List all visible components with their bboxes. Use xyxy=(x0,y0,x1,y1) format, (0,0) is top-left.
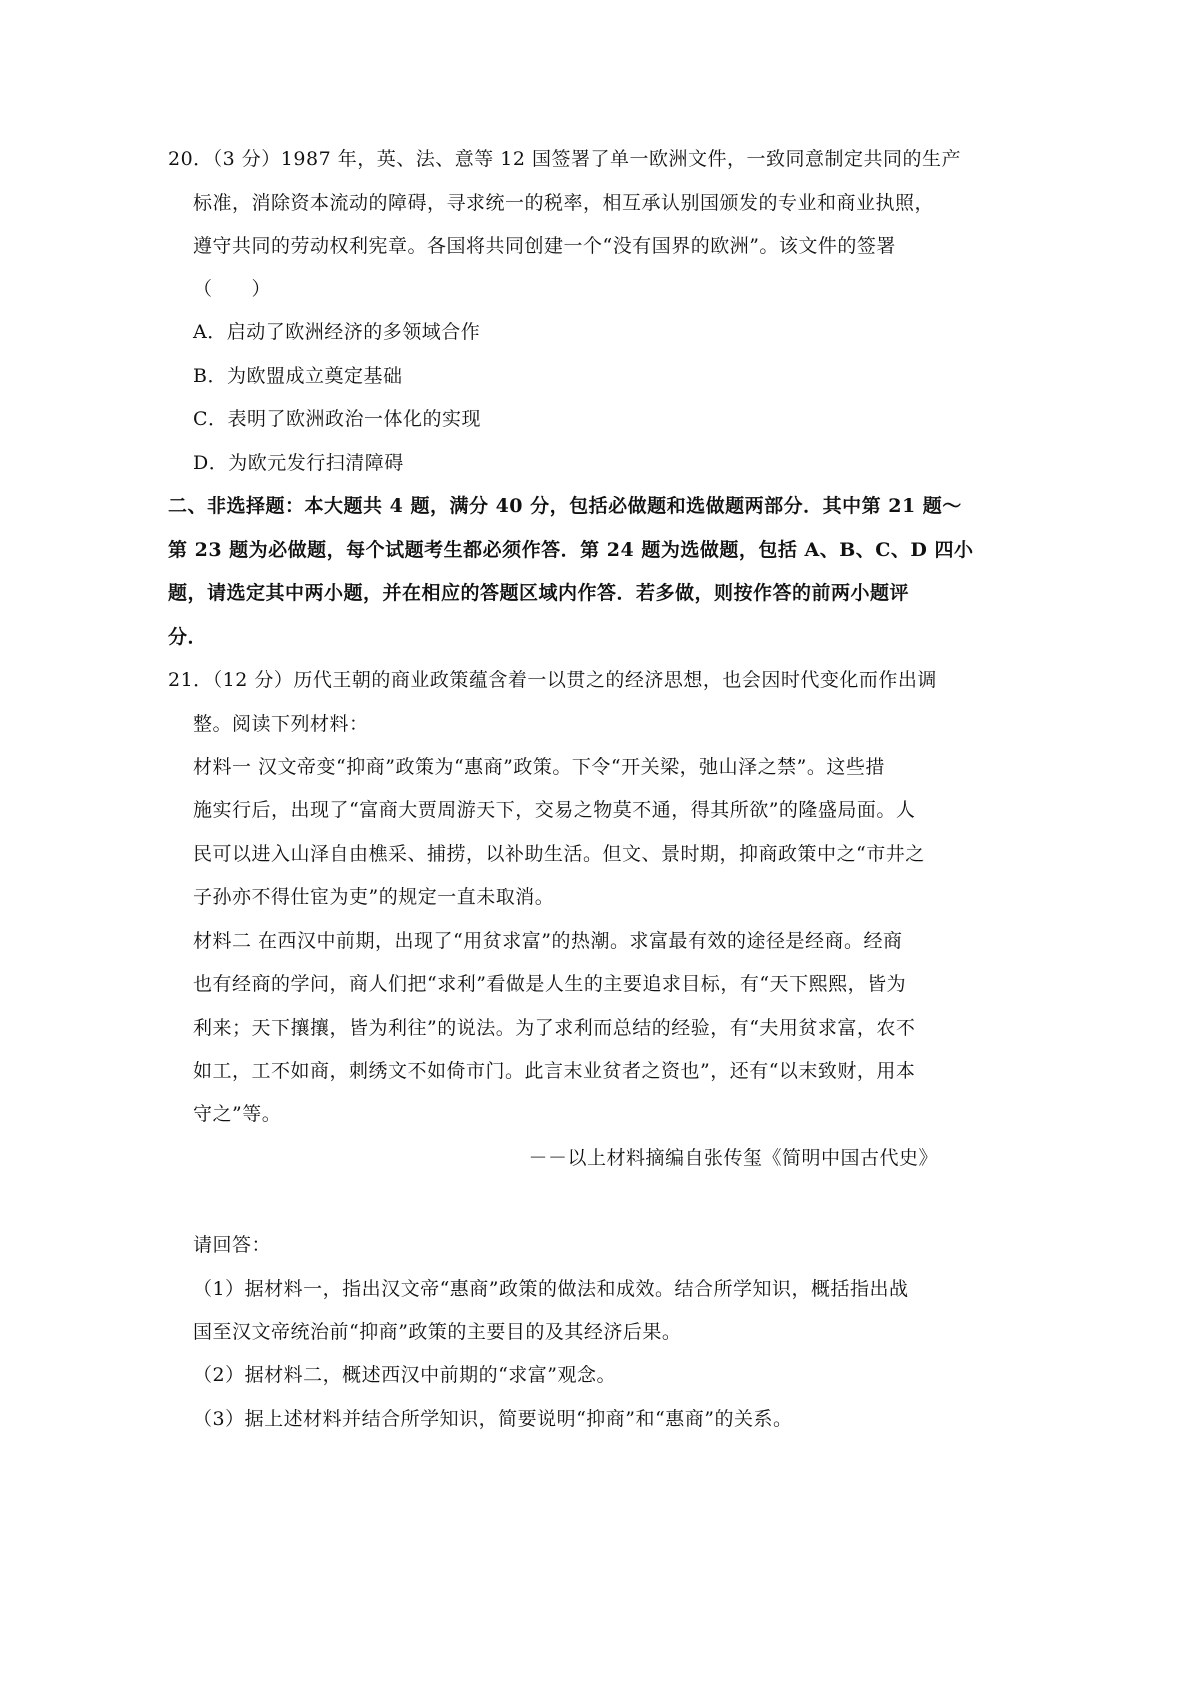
q21-material2-line4: 如工，工不如商，刺绣文不如倚市门。此言末业贫者之资也”，还有“以末致财，用本 xyxy=(193,1060,916,1082)
q21-material2-line1: 材料二 在西汉中前期，出现了“用贫求富”的热潮。求富最有效的途径是经商。经商 xyxy=(193,930,903,952)
q20-option-c: C．表明了欧洲政治一体化的实现 xyxy=(193,408,482,430)
q21-subquestion1-line2: 国至汉文帝统治前“抑商”政策的主要目的及其经济后果。 xyxy=(193,1321,682,1343)
q21-subquestion3: （3）据上述材料并结合所学知识，简要说明“抑商”和“惠商”的关系。 xyxy=(193,1408,793,1430)
q21-material2-line5: 守之”等。 xyxy=(193,1103,282,1125)
q20-answer-blank: （ ） xyxy=(193,278,272,300)
q20-stem-line1: 20．（3 分）1987 年，英、法、意等 12 国签署了单一欧洲文件，一致同意制定共同的生产 xyxy=(168,148,961,170)
section2-heading-line1: 二、非选择题：本大题共 4 题，满分 40 分，包括必做题和选做题两部分．其中第 21 题～ xyxy=(168,495,962,517)
q21-stem-line1: 21．（12 分）历代王朝的商业政策蕴含着一以贯之的经济思想，也会因时代变化而作出调 xyxy=(168,669,937,691)
q20-stem-line2: 标准，消除资本流动的障碍，寻求统一的税率，相互承认别国颁发的专业和商业执照， xyxy=(193,192,935,214)
q21-stem-line2: 整。阅读下列材料： xyxy=(193,713,369,735)
q21-subquestion2: （2）据材料二，概述西汉中前期的“求富”观念。 xyxy=(193,1364,617,1386)
section2-heading-line2: 第 23 题为必做题，每个试题考生都必须作答．第 24 题为选做题，包括 A、B、C、D 四小 xyxy=(168,539,974,561)
q21-material1-line3: 民可以进入山泽自由樵采、捕捞，以补助生活。但文、景时期，抑商政策中之“市井之 xyxy=(193,843,925,865)
section2-heading-line3: 题，请选定其中两小题，并在相应的答题区域内作答．若多做，则按作答的前两小题评 xyxy=(168,582,910,604)
q21-answer-prompt: 请回答： xyxy=(193,1234,272,1256)
q21-material2-line3: 利来；天下攘攘，皆为利往”的说法。为了求利而总结的经验，有“夫用贫求富，农不 xyxy=(193,1017,916,1039)
q20-stem-line3: 遵守共同的劳动权利宪章。各国将共同创建一个“没有国界的欧洲”。该文件的签署 xyxy=(193,235,896,257)
q20-option-a: A．启动了欧洲经济的多领域合作 xyxy=(193,321,481,343)
q21-material1-line4: 子孙亦不得仕宦为吏”的规定一直未取消。 xyxy=(193,886,555,908)
q20-option-d: D．为欧元发行扫清障碍 xyxy=(193,452,404,474)
q20-option-b: B．为欧盟成立奠定基础 xyxy=(193,365,403,387)
q21-material1-line1: 材料一 汉文帝变“抑商”政策为“惠商”政策。下令“开关梁，弛山泽之禁”。这些措 xyxy=(193,756,885,778)
q21-material1-line2: 施实行后，出现了“富商大贾周游天下，交易之物莫不通，得其所欲”的隆盛局面。人 xyxy=(193,799,916,821)
q21-subquestion1-line1: （1）据材料一，指出汉文帝“惠商”政策的做法和成效。结合所学知识，概括指出战 xyxy=(193,1278,909,1300)
section2-heading-line4: 分． xyxy=(168,626,208,648)
q21-material2-line2: 也有经商的学问，商人们把“求利”看做是人生的主要追求目标，有“天下熙熙，皆为 xyxy=(193,973,907,995)
q21-source-citation: －－以上材料摘编自张传玺《简明中国古代史》 xyxy=(528,1147,938,1169)
